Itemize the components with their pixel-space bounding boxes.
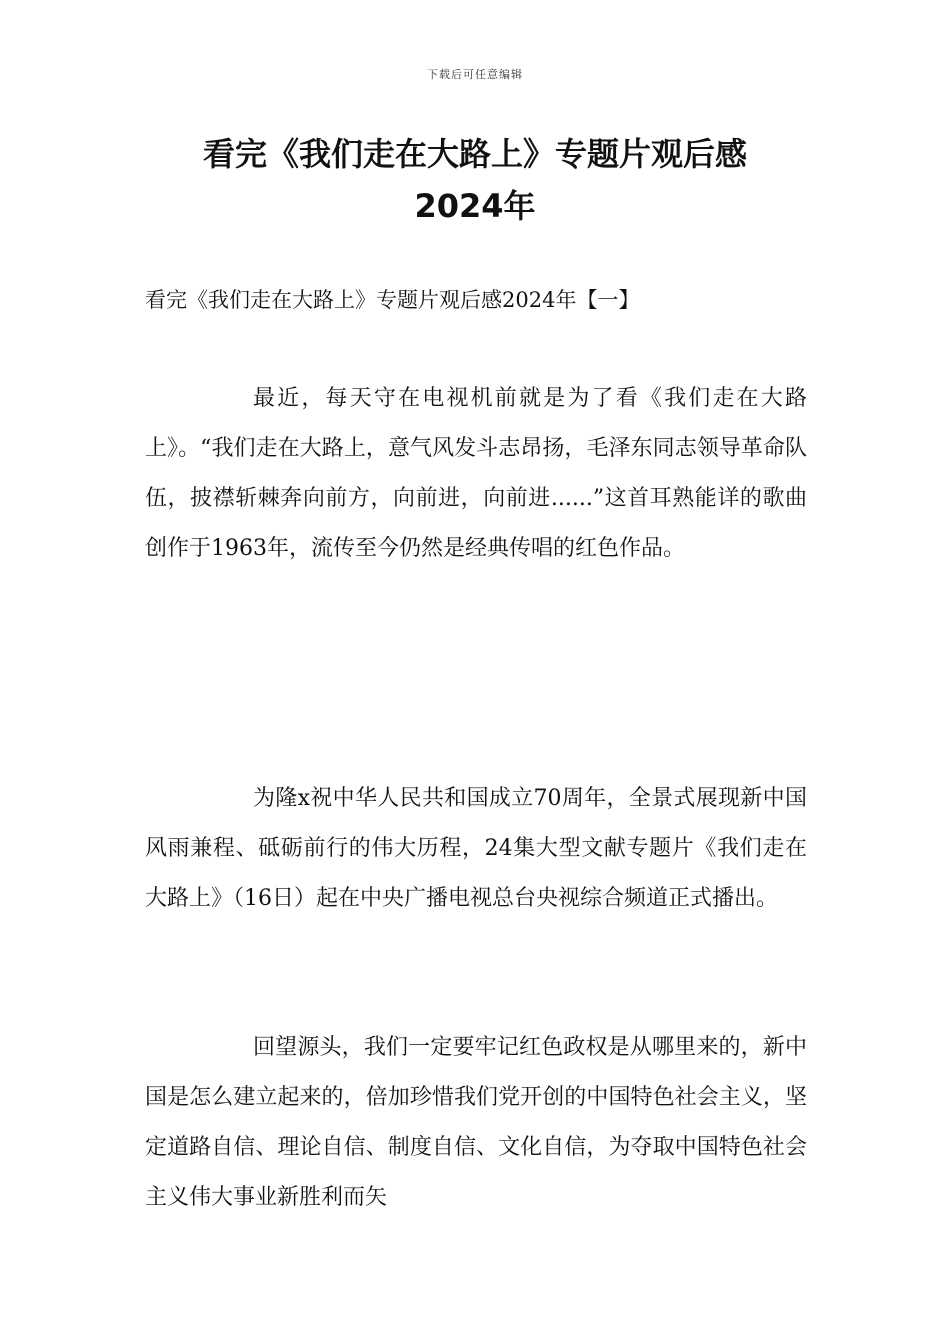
paragraph-3: 回望源头，我们一定要牢记红色政权是从哪里来的，新中国是怎么建立起来的，倍加珍惜我们党开创的中国特色社会主义，坚定道路自信、理论自信、制度自信、文化自信，为夺取中国特色社会主义伟大事业新胜利而矢 — [145, 1035, 807, 1210]
paragraph-1: 最近，每天守在电视机前就是为了看《我们走在大路上》。“我们走在大路上，意气风发斗志昂扬，毛泽东同志领导革命队伍，披襟斩棘奔向前方，向前进，向前进......”这首耳熟能详的歌曲创作于1963年，流传至今仍然是经典传唱的红色作品。 — [145, 386, 807, 561]
paragraph-2: 为隆x祝中华人民共和国成立70周年，全景式展现新中国风雨兼程、砥砺前行的伟大历程，24集大型文献专题片《我们走在大路上》（16日）起在中央广播电视总台央视综合频道正式播出。 — [145, 786, 807, 911]
section-heading: 看完《我们走在大路上》专题片观后感2024年【一】 — [145, 288, 640, 312]
document-title — [120, 128, 830, 232]
title-line-2: 2024年 — [414, 187, 536, 225]
header-note: 下载后可任意编辑 — [427, 68, 523, 81]
title-line-1: 看完《我们走在大路上》专题片观后感 — [202, 135, 747, 173]
